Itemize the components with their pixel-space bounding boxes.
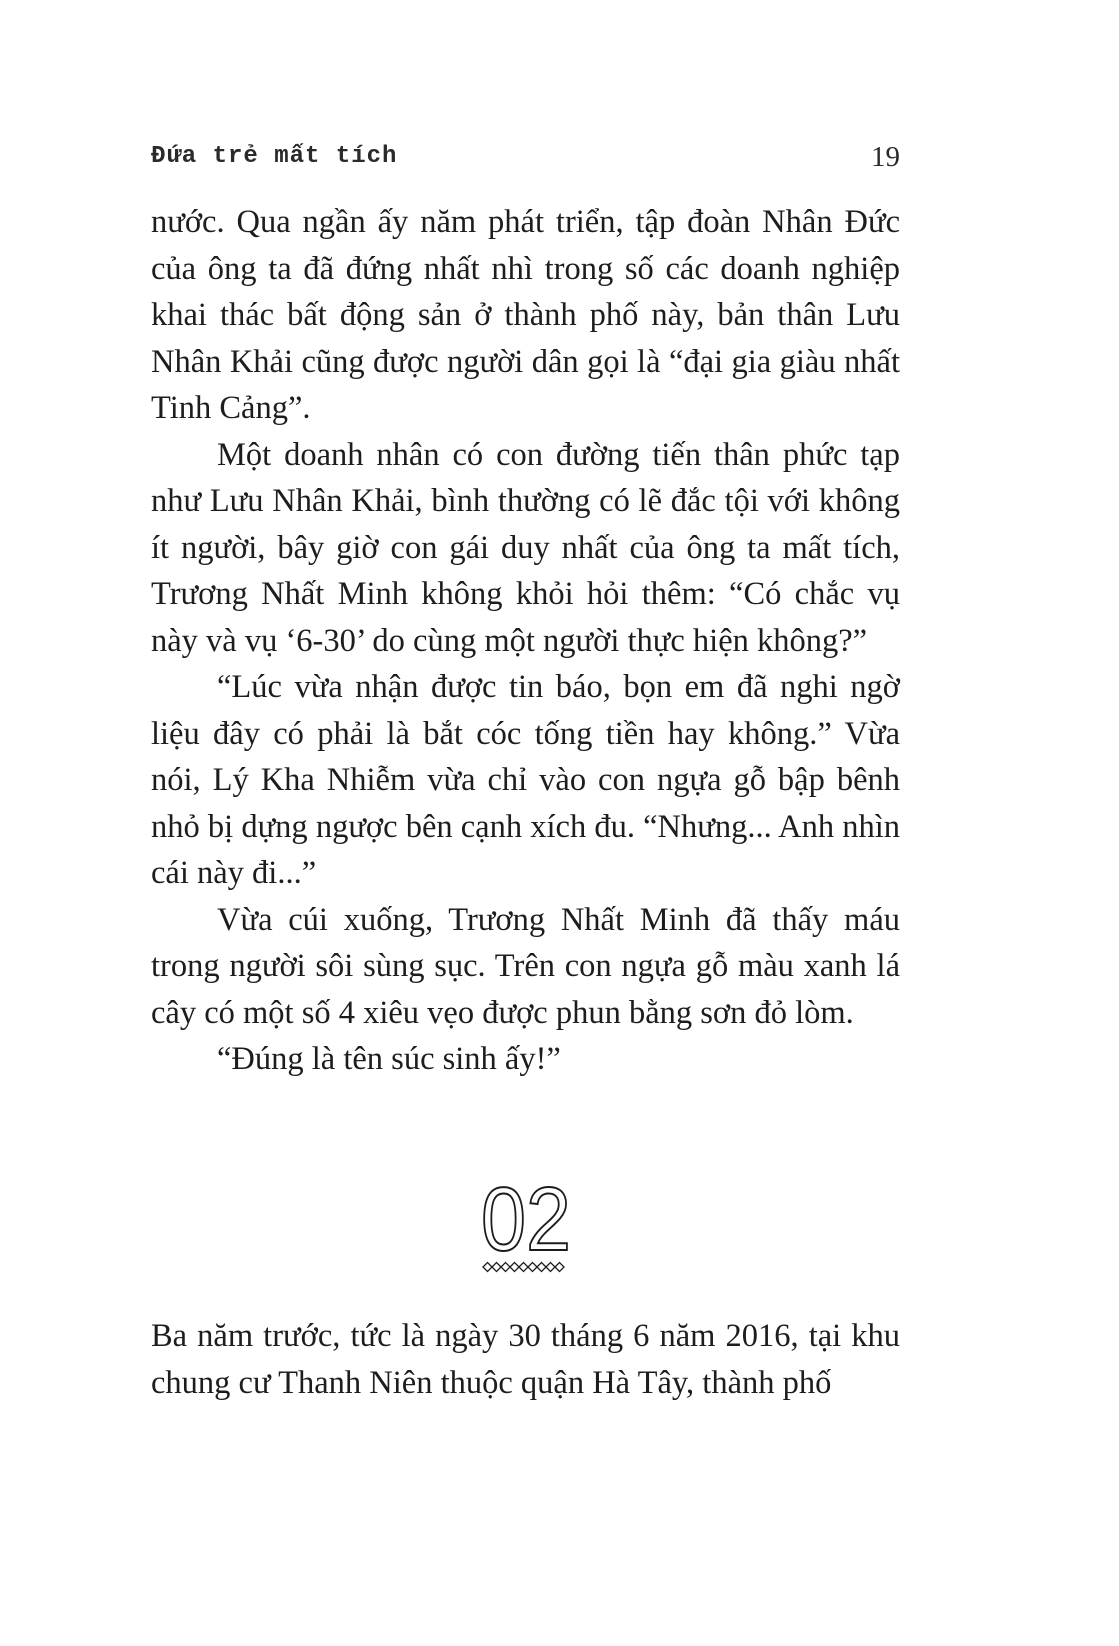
paragraph: nước. Qua ngần ấy năm phát triển, tập đoàn Nhân Đức của ông ta đã đứng nhất nhì trong số các doanh nghiệp khai thác bất động sản ở thành phố này, bản thân Lưu Nhân Khải cũng được người dân gọi là “đại gia giàu nhất Tinh Cảng”.: [151, 204, 900, 426]
paragraph: “Đúng là tên súc sinh ấy!”: [217, 1041, 561, 1077]
chapter-number-text: 02: [481, 1182, 571, 1258]
chapter-body-text: [151, 1313, 900, 1406]
paragraph: Một doanh nhân có con đường tiến thân phức tạp như Lưu Nhân Khải, bình thường có lẽ đắc tội với không ít người, bây giờ con gái duy nhất của ông ta mất tích, Trương Nhất Minh không khỏi hỏi thêm: “Có chắc vụ này và vụ ‘6-30’ do cùng một người thực hiện không?”: [151, 436, 900, 659]
paragraph: Vừa cúi xuống, Trương Nhất Minh đã thấy máu trong người sôi sùng sục. Trên con ngựa gỗ màu xanh lá cây có một số 4 xiêu vẹo được phun bằng sơn đỏ lòm.: [151, 901, 900, 1031]
body-text: [151, 199, 900, 1083]
chapter-number: [480, 1182, 572, 1258]
chapter-ornament: [482, 1261, 568, 1273]
paragraph: “Lúc vừa nhận được tin báo, bọn em đã nghi ngờ liệu đây có phải là bắt cóc tống tiền hay không.” Vừa nói, Lý Kha Nhiễm vừa chỉ vào con ngựa gỗ bập bênh nhỏ bị dựng ngược bên cạnh xích đu. “Nhưng... Anh nhìn cái này đi...”: [151, 669, 900, 891]
paragraph: Ba năm trước, tức là ngày 30 tháng 6 năm 2016, tại khu chung cư Thanh Niên thuộc quận Hà Tây, thành phố: [151, 1318, 900, 1401]
running-header-title: Đứa trẻ mất tích: [151, 143, 398, 170]
page-number: 19: [871, 141, 900, 173]
